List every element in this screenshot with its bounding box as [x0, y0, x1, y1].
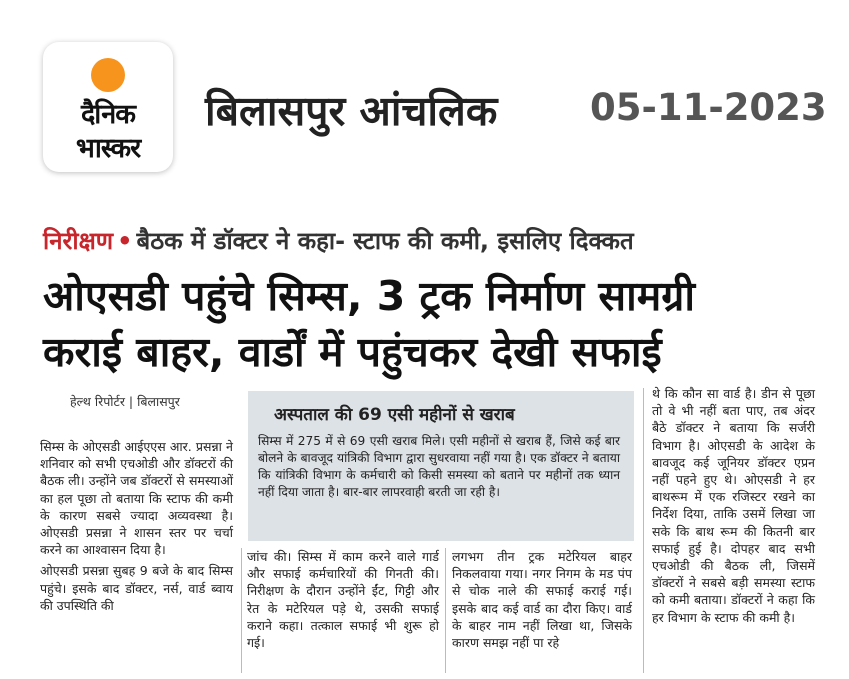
logo-text-line1: दैनिक: [80, 99, 136, 130]
kicker-tag: निरीक्षण: [43, 227, 114, 255]
article-column-2: जांच की। सिम्स में काम करने वाले गार्ड और सफाई कर्मचारियों की गिनती की। निरीक्षण के दौरान उन्होंने ईंट, गिट्टी और रेत के मटेरियल पड़े थे, उसकी सफाई कराने कहा। तत्काल सफाई भी शुरू हो गई।: [247, 549, 439, 651]
column-divider: [445, 548, 446, 673]
newspaper-logo: [43, 42, 173, 172]
article-byline: हेल्थ रिपोर्टर | बिलासपुर: [70, 394, 180, 409]
kicker-bullet: •: [117, 227, 133, 255]
edition-title: बिलासपुर आंचलिक: [205, 87, 498, 135]
column1-paragraph1: सिम्स के ओएसडी आईएएस आर. प्रसन्ना ने शनिवार को सभी एचओडी और डॉक्टरों की बैठक ली। उन्होंने जब डॉक्टरों से समस्याओं का हल पूछा तो बताया कि स्टाफ की कमी के कारण सबसे ज्यादा अव्यवस्था है। ओएसडी प्रसन्ना ने शासन स्तर पर चर्चा करने का आश्वासन दिया है।: [40, 439, 233, 558]
logo-text-line2: भास्कर: [75, 133, 141, 164]
edition-date: 05-11-2023: [590, 86, 827, 129]
article-column-1: [40, 438, 233, 618]
article-headline: [43, 268, 833, 380]
column-divider: [241, 548, 242, 673]
kicker-text: बैठक में डॉक्टर ने कहा- स्टाफ की कमी, इसलिए दिक्कत: [136, 227, 634, 255]
article-column-4: थे कि कौन सा वार्ड है। डीन से पूछा तो वे भी नहीं बता पाए, तब अंदर बैठे डॉक्टर ने बताया कि सर्जरी विभाग है। ओएसडी के आदेश के बावजूद कई जूनियर डॉक्टर एप्रन नहीं पहने हुए थे। ओएसडी ने हर बाथरूम में एक रजिस्टर रखने का निर्देश दिया, ताकि उसमें लिखा जा सके कि बाथ रूम की कितनी बार सफाई हुई है। दोपहर बाद सभी एचओडी की बैठक ली, जिसमें डॉक्टरों ने सबसे बड़ी समस्या स्टाफ को कमी बताया। डॉक्टरों ने कहा कि हर विभाग के स्टाफ की कमी है।: [652, 386, 815, 625]
sidebar-boxout: [248, 391, 634, 541]
headline-line2: कराई बाहर, वार्डों में पहुंचकर देखी सफाई: [43, 328, 662, 376]
headline-line1: ओएसडी पहुंचे सिम्स, 3 ट्रक निर्माण सामग्री: [43, 272, 696, 320]
article-kicker: [43, 224, 634, 257]
article-column-3: लगभग तीन ट्रक मटेरियल बाहर निकलवाया गया। नगर निगम के मड पंप से चोक नाले की सफाई कराई गई। इसके बाद कई वार्ड का दौरा किए। वार्ड के बाहर नाम नहीं लिखा था, जिसके कारण समझ नहीं पा रहे: [452, 549, 632, 651]
column-divider: [643, 388, 644, 673]
boxout-title: अस्पताल की 69 एसी महीनों से खराब: [274, 405, 515, 425]
column1-paragraph2: ओएसडी प्रसन्ना सुबह 9 बजे के बाद सिम्स पहुंचे। इसके बाद डॉक्टर, नर्स, वार्ड ब्वाय की उपस्थिति की: [40, 563, 233, 613]
boxout-body: सिम्स में 275 में से 69 एसी खराब मिले। एसी महीनों से खराब हैं, जिसे कई बार बोलने के बावजूद यांत्रिकी विभाग द्वारा सुधरवाया नहीं गया है। एक डॉक्टर ने बताया कि यांत्रिकी विभाग के कर्मचारी को किसी समस्या को बताने पर महीनों तक ध्यान नहीं दिया जाता है। बार-बार लापरवाही बरती जा रही है।: [258, 434, 620, 499]
sun-icon: [91, 58, 125, 92]
